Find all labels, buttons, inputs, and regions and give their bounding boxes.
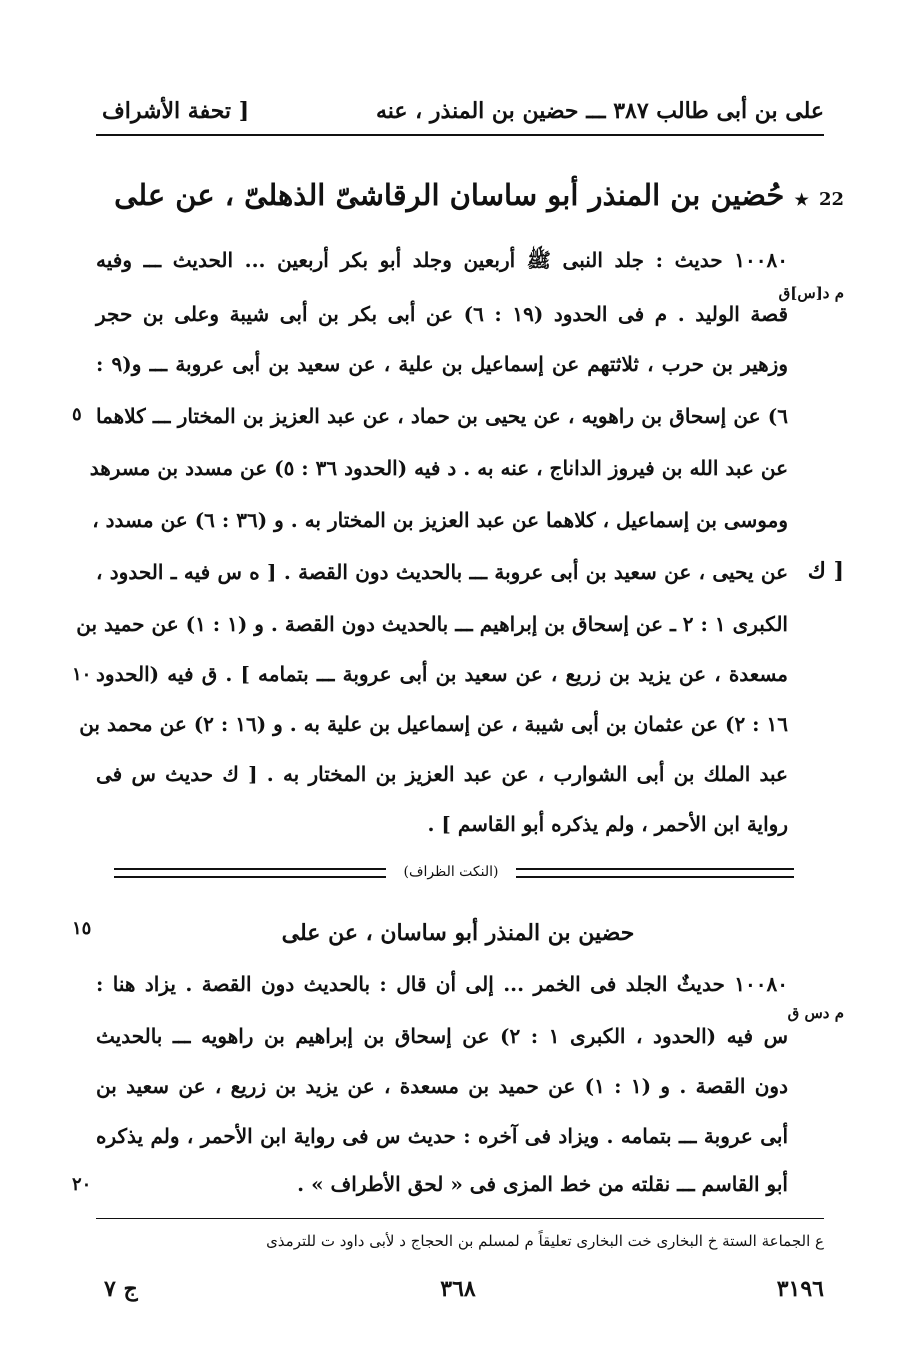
nukat-line: أبى عروبة ـــ بتمامه . ويزاد فى آخره : حديث س فى رواية ابن الأحمر ، ولم يذكره — [96, 1124, 788, 1148]
header-rule — [96, 134, 824, 136]
entry-line: عن يحيى ، عن سعيد بن أبى عروبة ـــ بالحديث دون القصة . [ ه س فيه ـ الحدود ، — [96, 560, 788, 584]
entry-title-text: حُضين بن المنذر أبو ساسان الرقاشىّ الذهلىّ ، عن على — [114, 178, 785, 212]
nukat-line: دون القصة . و (١ : ١) عن حميد بن مسعدة ، عن يزيد بن زريع ، عن سعيد بن — [96, 1074, 788, 1098]
volume-label: ج ٧ — [104, 1276, 138, 1302]
nukat-line: أبو القاسم ـــ نقلته من خط المزى فى « لحق الأطراف » . — [297, 1172, 788, 1196]
nukat-sigla: م دس ق — [787, 1004, 844, 1022]
margin-line-number: ٢٠ — [72, 1174, 92, 1195]
nukat-line: ١٠٠٨٠ حديثٌ الجلد فى الخمر ... إلى أن قال : بالحديث دون القصة . يزاد هنا : — [96, 972, 788, 996]
nukat-line: س فيه (الحدود ، الكبرى ١ : ٢) عن إسحاق بن إبراهيم بن راهويه ـــ بالحديث — [96, 1024, 789, 1048]
entry-number: 22 — [818, 189, 844, 210]
margin-line-number: ١٠ — [72, 664, 92, 685]
entry-line: قصة الوليد . م فى الحدود (١٩ : ٦) عن أبى بكر بن أبى شيبة وعلى بن حجر — [96, 302, 789, 326]
star-icon: ★ — [794, 190, 809, 209]
margin-line-number: ٥ — [72, 404, 82, 425]
running-header-right: على بن أبى طالب ٣٨٧ ـــ حضين بن المنذر ، عنه — [375, 98, 824, 124]
entry-line: عبد الملك بن أبى الشوارب ، عن عبد العزيز بن المختار به . [ ك حديث س فى — [96, 762, 788, 786]
entry-sigla: م د[س]ق — [778, 284, 844, 302]
footer-rule — [96, 1218, 824, 1219]
entry-line: وزهير بن حرب ، ثلاثتهم عن إسماعيل بن علية ، عن سعيد بن أبى عروبة ـــ و(٩ : — [96, 352, 788, 376]
entry-line: ٦) عن إسحاق بن راهويه ، عن يحيى بن حماد ، عن عبد العزيز بن المختار ـــ كلاهما — [96, 404, 788, 428]
entry-line: عن عبد الله بن فيروز الداناج ، عنه به . د فيه (الحدود ٣٦ : ٥) عن مسدد بن مسرهد — [89, 456, 788, 480]
entry-line: ١٠٠٨٠ حديث : جلد النبى ﷺ أربعين وجلد أبو بكر أربعين ... الحديث ـــ وفيه — [96, 248, 788, 272]
sigla-legend: ع الجماعة الستة خ البخارى خت البخارى تعليقاً م لمسلم بن الحجاج د لأبى داود ت للترمذى — [266, 1232, 824, 1250]
bracket-k: [ ك — [807, 558, 844, 584]
entry-line: الكبرى ١ : ٢ ـ عن إسحاق بن إبراهيم ـــ بالحديث دون القصة . و (١ : ١) عن حميد بن — [76, 612, 788, 636]
margin-line-number: ١٥ — [72, 918, 92, 939]
entry-line: ١٦ : ٢) عن عثمان بن أبى شيبة ، عن إسماعيل بن علية به . و (١٦ : ٢) عن محمد بن — [79, 712, 788, 736]
entry-title — [114, 178, 844, 212]
page-number: ٣٦٨ — [440, 1276, 476, 1302]
entry-line: رواية ابن الأحمر ، ولم يذكره أبو القاسم ] . — [427, 812, 788, 836]
nukat-section-title: (النكت الظراف) — [386, 862, 516, 882]
entry-line: مسعدة ، عن يزيد بن زريع ، عن سعيد بن أبى عروبة ـــ بتمامه ] . ق فيه (الحدود — [96, 662, 789, 686]
running-header-left: [ تحفة الأشراف — [102, 98, 250, 124]
volume-page-number: ٣١٩٦ — [776, 1276, 824, 1302]
nukat-subtitle: حضين بن المنذر أبو ساسان ، عن على — [281, 920, 635, 946]
entry-line: وموسى بن إسماعيل ، كلاهما عن عبد العزيز بن المختار به . و (٣٦ : ٦) عن مسدد ، — [92, 508, 788, 532]
